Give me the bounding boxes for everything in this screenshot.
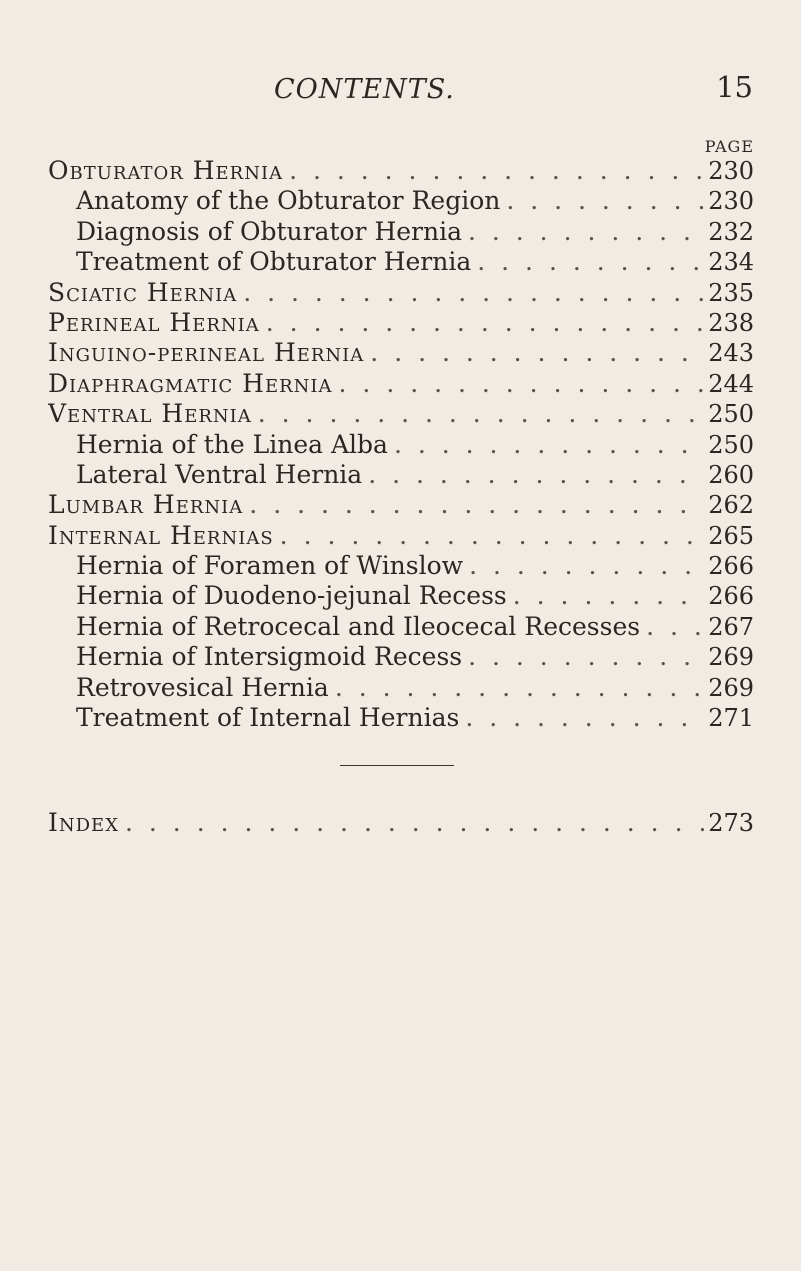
toc-entry-title: Anatomy of the Obturator Region [76,186,501,216]
toc-entry-page: 266 [708,552,754,581]
section-divider [340,765,454,766]
leader-dots [468,642,704,672]
toc-entry [48,703,754,733]
toc-entry-page: 250 [708,430,754,459]
toc-entry [48,612,754,642]
leader-dots [258,399,704,429]
toc-entry [48,278,754,308]
toc-entry-title: Retrovesical Hernia [76,672,329,702]
leader-dots [335,673,704,703]
toc-entry [48,430,754,460]
index-entry-title: Index [48,808,120,837]
toc-entry-title: Hernia of Duodeno-jejunal Recess [76,581,507,611]
toc-entry [48,247,754,277]
toc-entry-title: Diaphragmatic Hernia [48,368,333,398]
toc-entry [48,308,754,338]
toc-entry-title: Obturator Hernia [48,156,284,185]
leader-dots [266,308,704,338]
toc-entry-page: 262 [708,491,754,520]
toc-entry [48,551,754,581]
toc-entry-page: 269 [708,643,754,672]
toc-entry-page: 235 [708,278,754,307]
leader-dots [469,551,704,581]
toc-entry-page: 265 [708,521,754,550]
toc-entry-page: 269 [708,673,754,702]
toc-entry-page: 230 [708,187,754,216]
leader-dots [249,490,704,520]
toc-entry-page: 250 [708,400,754,429]
toc-entry-page: 244 [708,369,754,398]
leader-dots [468,217,704,247]
leader-dots [370,338,704,368]
leader-dots [243,278,704,308]
toc-entry-title: Hernia of Intersigmoid Recess [76,642,463,672]
leader-dots [368,460,704,490]
toc-entry-page: 271 [708,704,754,733]
leader-dots [280,521,705,551]
toc-entry-title: Inguino-perineal Hernia [48,338,365,368]
toc-entry-page: 266 [708,582,754,611]
toc-entry-title: Diagnosis of Obturator Hernia [76,216,462,246]
toc-entry-page: 267 [708,612,754,641]
leader-dots [125,808,704,838]
running-head: CONTENTS. [274,74,455,105]
leader-dots [646,612,704,642]
toc-entry [48,156,754,186]
leader-dots [477,247,704,277]
page-header [0,70,801,114]
toc-entry [48,460,754,490]
toc-entry-page: 230 [708,157,754,185]
toc-entry-page: 243 [708,339,754,368]
table-of-contents [48,156,754,733]
toc-entry [48,338,754,368]
toc-entry [48,673,754,703]
toc-entry-title: Perineal Hernia [48,307,260,337]
leader-dots [513,581,704,611]
toc-entry-title: Lateral Ventral Hernia [76,459,363,489]
toc-entry [48,490,754,520]
leader-dots [506,186,704,216]
toc-entry-title: Ventral Hernia [48,399,252,429]
index-entry [48,808,754,838]
toc-entry-page: 260 [708,460,754,489]
page-column-label: PAGE [704,137,754,156]
toc-entry [48,369,754,399]
toc-entry-page: 232 [708,217,754,246]
leader-dots [289,156,704,186]
toc-entry [48,581,754,611]
toc-entry [48,521,754,551]
leader-dots [465,703,704,733]
toc-entry-page: 234 [708,248,754,277]
toc-entry-page: 238 [708,308,754,337]
toc-entry [48,217,754,247]
toc-entry-title: Hernia of Foramen of Winslow [76,551,464,581]
index-entry-page: 273 [708,809,754,837]
toc-entry [48,642,754,672]
toc-entry-title: Lumbar Hernia [48,490,244,520]
toc-entry [48,186,754,216]
leader-dots [394,430,704,460]
toc-entry [48,399,754,429]
toc-entry-title: Treatment of Internal Hernias [76,703,460,733]
toc-entry-title: Internal Hernias [48,520,274,550]
page-number: 15 [716,70,753,104]
toc-entry-title: Treatment of Obturator Hernia [76,247,472,277]
toc-entry-title: Hernia of Retrocecal and Ileocecal Recesses [76,611,641,641]
toc-entry-title: Hernia of the Linea Alba [76,429,388,459]
toc-entry-title: Sciatic Hernia [48,277,238,307]
leader-dots [339,369,705,399]
